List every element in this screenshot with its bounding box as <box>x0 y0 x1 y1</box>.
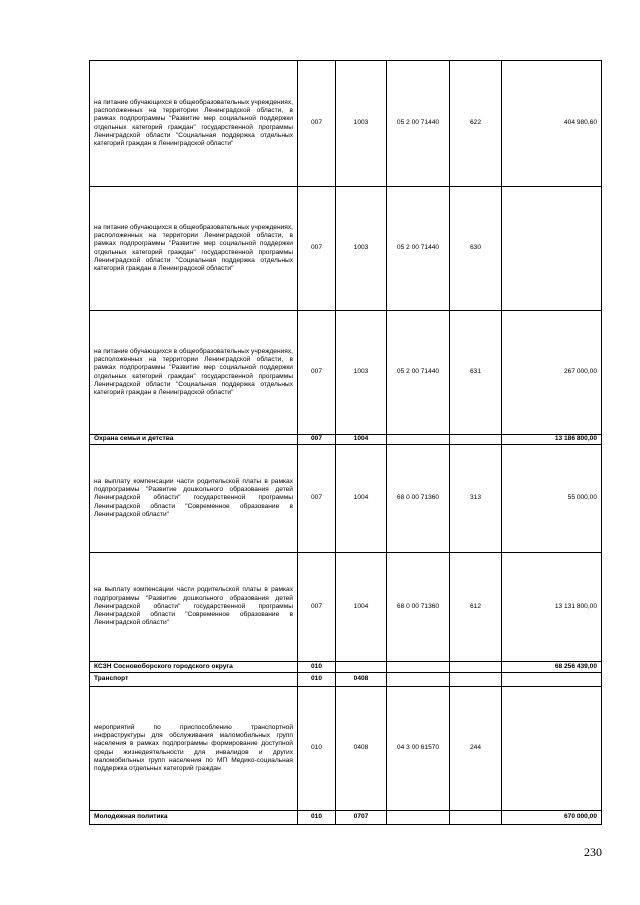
cell-vr <box>450 811 502 825</box>
cell-org: 007 <box>298 187 336 311</box>
page-number: 230 <box>584 845 602 859</box>
cell-sec <box>336 662 387 673</box>
cell-vr: 630 <box>450 187 502 311</box>
cell-csr <box>387 673 450 687</box>
table-row <box>90 687 602 811</box>
cell-org: 010 <box>298 673 336 687</box>
cell-vr <box>450 662 502 673</box>
cell-desc: Молодежная политика <box>90 811 298 825</box>
cell-desc: на выплату компенсации части родительской платы в рамках подпрограммы "Развитие дошкольного образования детей Ленинградской области" государственной программы Ленинградской области "Современное образование в Ленинградской области" <box>90 553 298 662</box>
budget-table <box>89 60 602 825</box>
cell-csr: 05 2 00 71440 <box>387 61 450 187</box>
cell-sec: 1003 <box>336 187 387 311</box>
cell-vr: 612 <box>450 553 502 662</box>
cell-sum: 13 131 800,00 <box>502 553 602 662</box>
table-row <box>90 187 602 311</box>
cell-sum <box>502 673 602 687</box>
cell-vr: 244 <box>450 687 502 811</box>
table-row <box>90 553 602 662</box>
cell-csr: 05 2 00 71440 <box>387 311 450 435</box>
section-row <box>90 662 602 673</box>
cell-org: 007 <box>298 445 336 553</box>
cell-vr: 313 <box>450 445 502 553</box>
cell-csr <box>387 811 450 825</box>
cell-sec: 0408 <box>336 673 387 687</box>
cell-desc: на выплату компенсации части родительской платы в рамках подпрограммы "Развитие дошкольного образования детей Ленинградской области" государственной программы Ленинградской области "Современное образование в Ленинградской области" <box>90 445 298 553</box>
cell-sec: 1004 <box>336 435 387 445</box>
cell-csr <box>387 435 450 445</box>
cell-csr: 68 0 00 71360 <box>387 553 450 662</box>
cell-sum: 68 256 439,00 <box>502 662 602 673</box>
cell-csr: 04 3 00 61570 <box>387 687 450 811</box>
section-row <box>90 811 602 825</box>
cell-sec: 1003 <box>336 61 387 187</box>
cell-sec: 1004 <box>336 553 387 662</box>
cell-sec: 1003 <box>336 311 387 435</box>
cell-desc: Транспорт <box>90 673 298 687</box>
cell-org: 007 <box>298 435 336 445</box>
cell-org: 010 <box>298 662 336 673</box>
cell-sum: 13 186 800,00 <box>502 435 602 445</box>
cell-csr: 68 0 00 71360 <box>387 445 450 553</box>
cell-sum: 267 000,00 <box>502 311 602 435</box>
cell-sum <box>502 687 602 811</box>
cell-org: 007 <box>298 311 336 435</box>
cell-sum: 404 980,60 <box>502 61 602 187</box>
cell-org: 010 <box>298 687 336 811</box>
cell-sec: 0408 <box>336 687 387 811</box>
cell-sum: 670 000,00 <box>502 811 602 825</box>
cell-sec: 0707 <box>336 811 387 825</box>
cell-org: 007 <box>298 61 336 187</box>
section-row <box>90 435 602 445</box>
cell-vr <box>450 673 502 687</box>
cell-csr <box>387 662 450 673</box>
cell-sum: 55 000,00 <box>502 445 602 553</box>
cell-org: 007 <box>298 553 336 662</box>
table-row <box>90 311 602 435</box>
cell-sec: 1004 <box>336 445 387 553</box>
cell-vr <box>450 435 502 445</box>
cell-csr: 05 2 00 71440 <box>387 187 450 311</box>
cell-desc: на питание обучающихся в общеобразовательных учреждениях, расположенных на территории Ленинградской области, в рамках подпрограммы "Развитие мер социальной поддержки отдельных категорий граждан" государственной программы Ленинградской области "Социальная поддержка отдельных категорий граждан в Ленинградской области" <box>90 187 298 311</box>
table-row <box>90 445 602 553</box>
cell-vr: 631 <box>450 311 502 435</box>
cell-vr: 622 <box>450 61 502 187</box>
cell-org: 010 <box>298 811 336 825</box>
cell-sum <box>502 187 602 311</box>
cell-desc: КСЗН Сосновоборского городского округа <box>90 662 298 673</box>
cell-desc: Охрана семьи и детства <box>90 435 298 445</box>
section-row <box>90 673 602 687</box>
table-row <box>90 61 602 187</box>
cell-desc: на питание обучающихся в общеобразовательных учреждениях, расположенных на территории Ленинградской области, в рамках подпрограммы "Развитие мер социальной поддержки отдельных категорий граждан" государственной программы Ленинградской области "Социальная поддержка отдельных категорий граждан в Ленинградской области" <box>90 61 298 187</box>
cell-desc: мероприятий по приспособлению транспортной инфраструктуры для обслуживания маломобильных групп населения в рамках подпрограммы формирование доступной среды жизнедеятельности для инвалидов и других маломобильных групп населения по МП Медико-социальная поддержка отдельных категорий граждан <box>90 687 298 811</box>
cell-desc: на питание обучающихся в общеобразовательных учреждениях, расположенных на территории Ленинградской области, в рамках подпрограммы "Развитие мер социальной поддержки отдельных категорий граждан" государственной программы Ленинградской области "Социальная поддержка отдельных категорий граждан в Ленинградской области" <box>90 311 298 435</box>
